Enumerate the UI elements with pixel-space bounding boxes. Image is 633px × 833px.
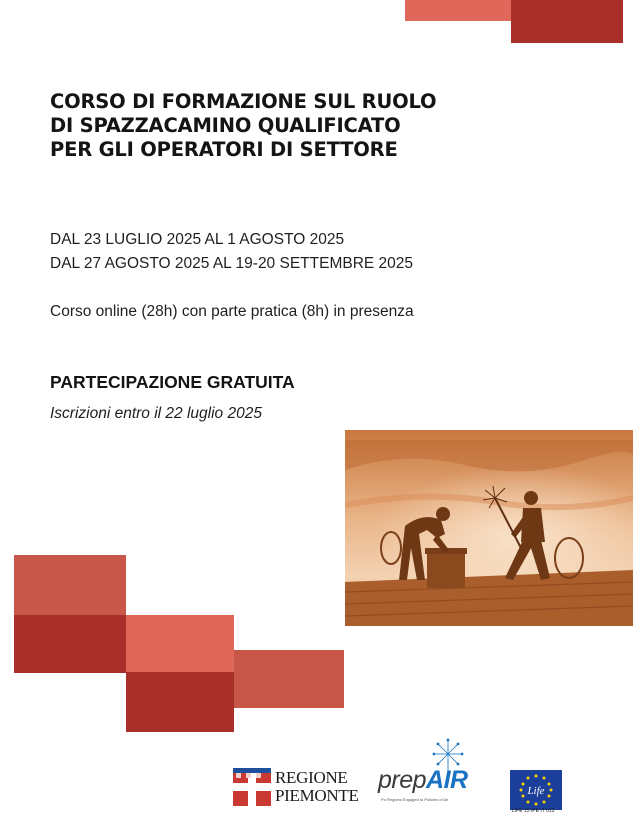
piemonte-crest-icon <box>233 768 271 806</box>
prepair-word-2: AIR <box>426 766 468 794</box>
date-range-1: DAL 23 LUGLIO 2025 AL 1 AGOSTO 2025 <box>50 231 345 248</box>
prepair-logo <box>378 738 488 808</box>
chimney-sweep-photo <box>345 430 633 626</box>
life-code: LIFE 15 IPE IT 013 <box>512 808 555 814</box>
regione-piemonte-text <box>275 769 359 805</box>
date-range-2: DAL 27 AGOSTO 2025 AL 19-20 SETTEMBRE 2025 <box>50 255 414 272</box>
decor-block-1 <box>14 555 126 615</box>
decor-block-top-dark <box>511 0 623 43</box>
registration-deadline: Iscrizioni entro il 22 luglio 2025 <box>50 405 262 422</box>
partner-logos <box>0 760 633 830</box>
decor-block-5 <box>234 650 344 708</box>
eu-life-logo-icon <box>510 767 562 813</box>
decor-block-2 <box>14 615 126 673</box>
participation-note: PARTECIPAZIONE GRATUITA <box>50 372 295 392</box>
decor-block-top-light <box>405 0 511 21</box>
prepair-tagline: Po Regions Engaged to Policies of Air <box>381 797 449 802</box>
regione-piemonte-logo <box>233 768 359 808</box>
title-line-1: CORSO DI FORMAZIONE SUL RUOLO <box>50 90 437 113</box>
title-line-2: DI SPAZZACAMINO QUALIFICATO <box>50 114 401 137</box>
life-label: Life <box>527 785 545 797</box>
prepair-wordmark <box>378 766 468 795</box>
regione-line-1: REGIONE <box>275 768 348 787</box>
decor-block-3 <box>126 615 234 672</box>
decor-block-4 <box>126 672 234 732</box>
course-title <box>50 90 520 162</box>
course-dates <box>50 228 413 276</box>
regione-line-2: PIEMONTE <box>275 786 359 805</box>
prepair-word-1: prep <box>378 766 427 794</box>
course-format: Corso online (28h) con parte pratica (8h) in presenza <box>50 303 414 320</box>
title-line-3: PER GLI OPERATORI DI SETTORE <box>50 138 398 161</box>
